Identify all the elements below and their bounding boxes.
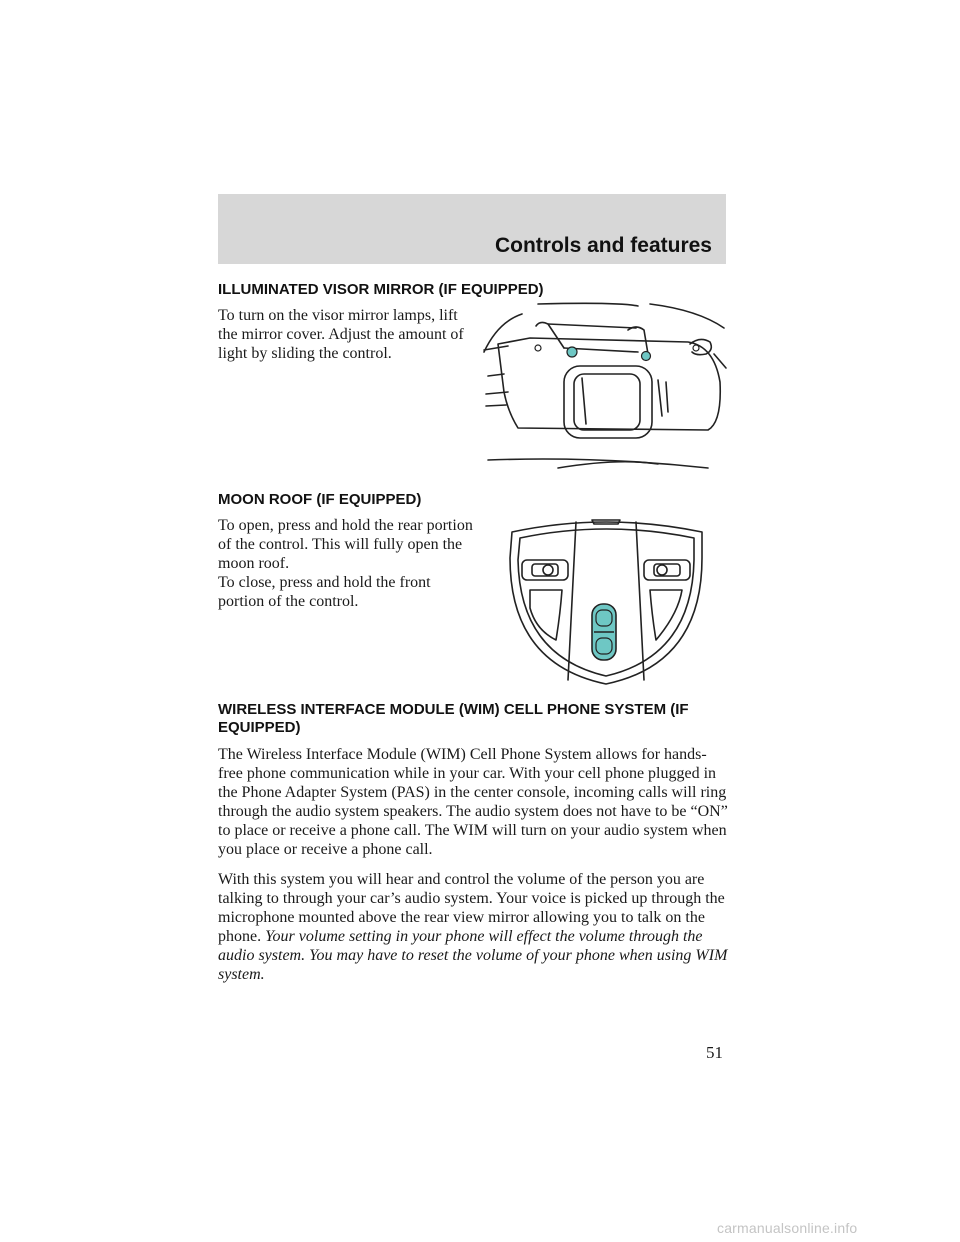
visor-heading: ILLUMINATED VISOR MIRROR (IF EQUIPPED) (218, 281, 544, 298)
moonroof-para-close: To close, press and hold the front portion of the control. (218, 574, 431, 610)
moonroof-console-illustration (506, 514, 706, 688)
page-number: 51 (706, 1043, 723, 1062)
wim-heading: WIRELESS INTERFACE MODULE (WIM) CELL PHONE SYSTEM (IF EQUIPPED) (218, 701, 689, 736)
section-header-band (218, 194, 726, 264)
moonroof-para-open: To open, press and hold the rear portion of the control. This will fully open the moon roof. (218, 517, 473, 572)
moonroof-heading: MOON ROOF (IF EQUIPPED) (218, 491, 422, 508)
wim-para-1: The Wireless Interface Module (WIM) Cell Phone System allows for hands-free phone communication while in your car. With your cell phone plugged in the Phone Adapter System (PAS) in the center console, incoming calls will ring through the audio system speakers. The audio system does not have to be “ON” to place or receive a phone call. The WIM will turn on your audio system when you place or receive a phone call. (218, 746, 728, 858)
watermark: carmanualsonline.info (717, 1220, 858, 1236)
section-title: Controls and features (494, 234, 712, 257)
visor-mirror-illustration (478, 292, 740, 474)
wim-para-2 (218, 870, 728, 984)
wim-para-2-plain: With this system you will hear and control the volume of the person you are talking to through your car’s audio system. Your voice is picked up through the microphone mounted above the rear view mirror allowing you to talk on the phone. (218, 871, 725, 945)
wim-para-2-italic: Your volume setting in your phone will effect the volume through the audio system. You may have to reset the volume of your phone when using WIM system. (218, 928, 728, 983)
visor-body: To turn on the visor mirror lamps, lift the mirror cover. Adjust the amount of light by sliding the control. (218, 307, 464, 362)
